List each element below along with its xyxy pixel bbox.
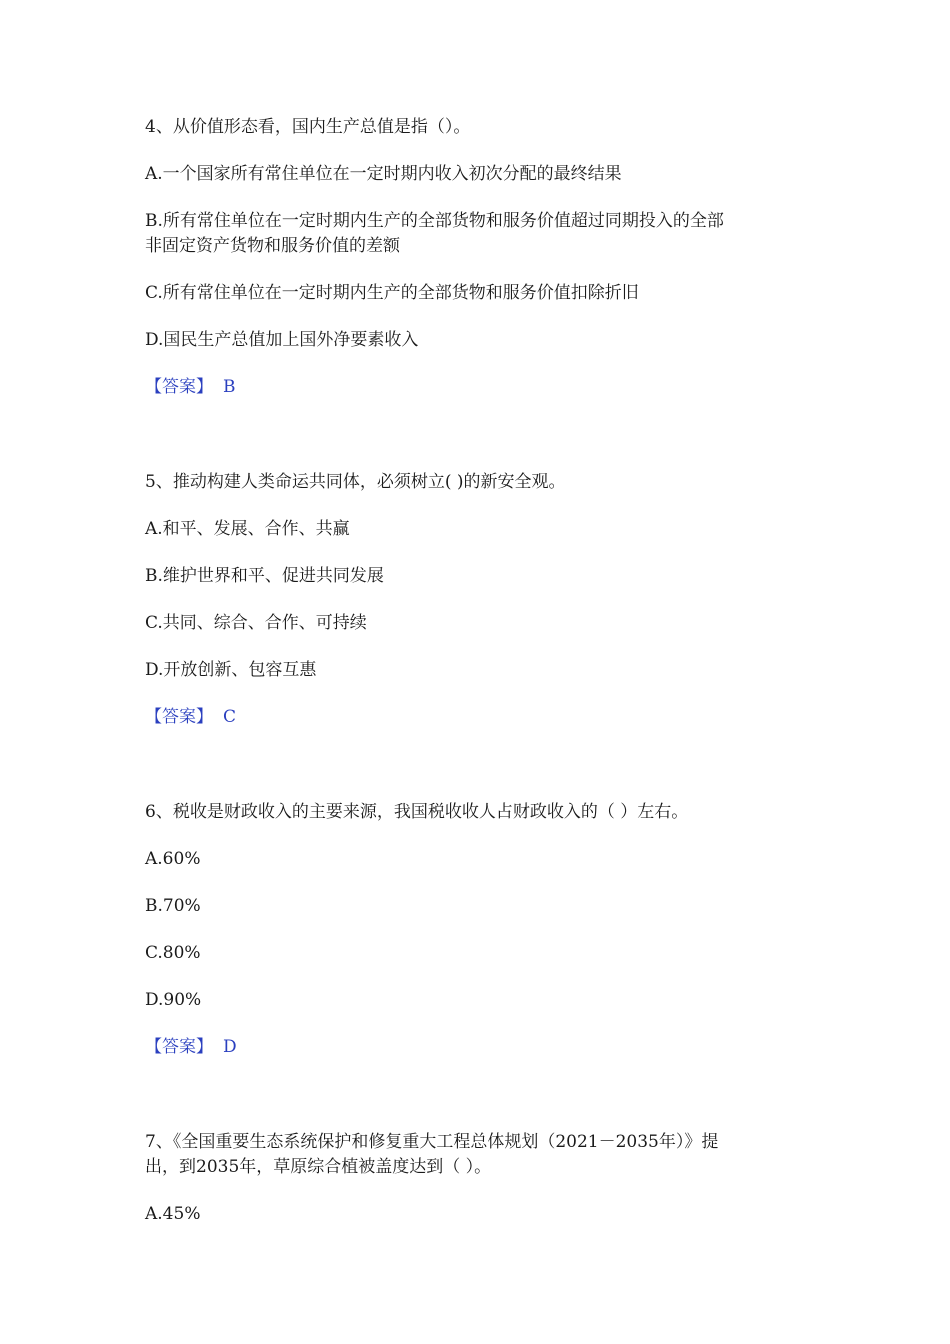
answer-value: D bbox=[223, 1037, 237, 1057]
question-7-stem-line-2: 出，到2035年，草原综合植被盖度达到（ ）。 bbox=[145, 1157, 492, 1177]
question-7-stem-line-1: 7、《全国重要生态系统保护和修复重大工程总体规划（2021－2035年）》提 bbox=[145, 1132, 719, 1152]
question-5-stem: 5、推动构建人类命运共同体，必须树立( )的新安全观。 bbox=[145, 472, 566, 492]
question-6-answer bbox=[145, 1035, 805, 1059]
question-4-stem: 4、从价值形态看，国内生产总值是指（）。 bbox=[145, 117, 471, 137]
question-6-stem: 6、税收是财政收入的主要来源，我国税收收人占财政收入的（ ）左右。 bbox=[145, 802, 689, 822]
question-6-option-a: A.60% bbox=[145, 849, 201, 869]
question-4-option-c: C.所有常住单位在一定时期内生产的全部货物和服务价值扣除折旧 bbox=[145, 283, 639, 303]
question-5-option-c: C.共同、综合、合作、可持续 bbox=[145, 613, 367, 633]
answer-label: 【答案】 bbox=[145, 707, 213, 727]
question-6-option-d: D.90% bbox=[145, 990, 202, 1010]
answer-value: C bbox=[223, 707, 237, 727]
question-4-option-d: D.国民生产总值加上国外净要素收入 bbox=[145, 330, 419, 350]
question-5-answer bbox=[145, 705, 805, 729]
question-5-option-a: A.和平、发展、合作、共赢 bbox=[145, 519, 350, 539]
question-4-option-a: A.一个国家所有常住单位在一定时期内收入初次分配的最终结果 bbox=[145, 164, 622, 184]
question-6-option-b: B.70% bbox=[145, 896, 201, 916]
question-7-option-a: A.45% bbox=[145, 1204, 201, 1224]
question-4-answer bbox=[145, 375, 805, 399]
answer-value: B bbox=[223, 377, 236, 397]
answer-label: 【答案】 bbox=[145, 1037, 213, 1057]
question-4-option-b-line-2: 非固定资产货物和服务价值的差额 bbox=[145, 236, 400, 256]
question-5-option-b: B.维护世界和平、促进共同发展 bbox=[145, 566, 384, 586]
answer-label: 【答案】 bbox=[145, 377, 213, 397]
question-5-option-d: D.开放创新、包容互惠 bbox=[145, 660, 317, 680]
question-6-option-c: C.80% bbox=[145, 943, 201, 963]
question-4-option-b-line-1: B.所有常住单位在一定时期内生产的全部货物和服务价值超过同期投入的全部 bbox=[145, 211, 724, 231]
